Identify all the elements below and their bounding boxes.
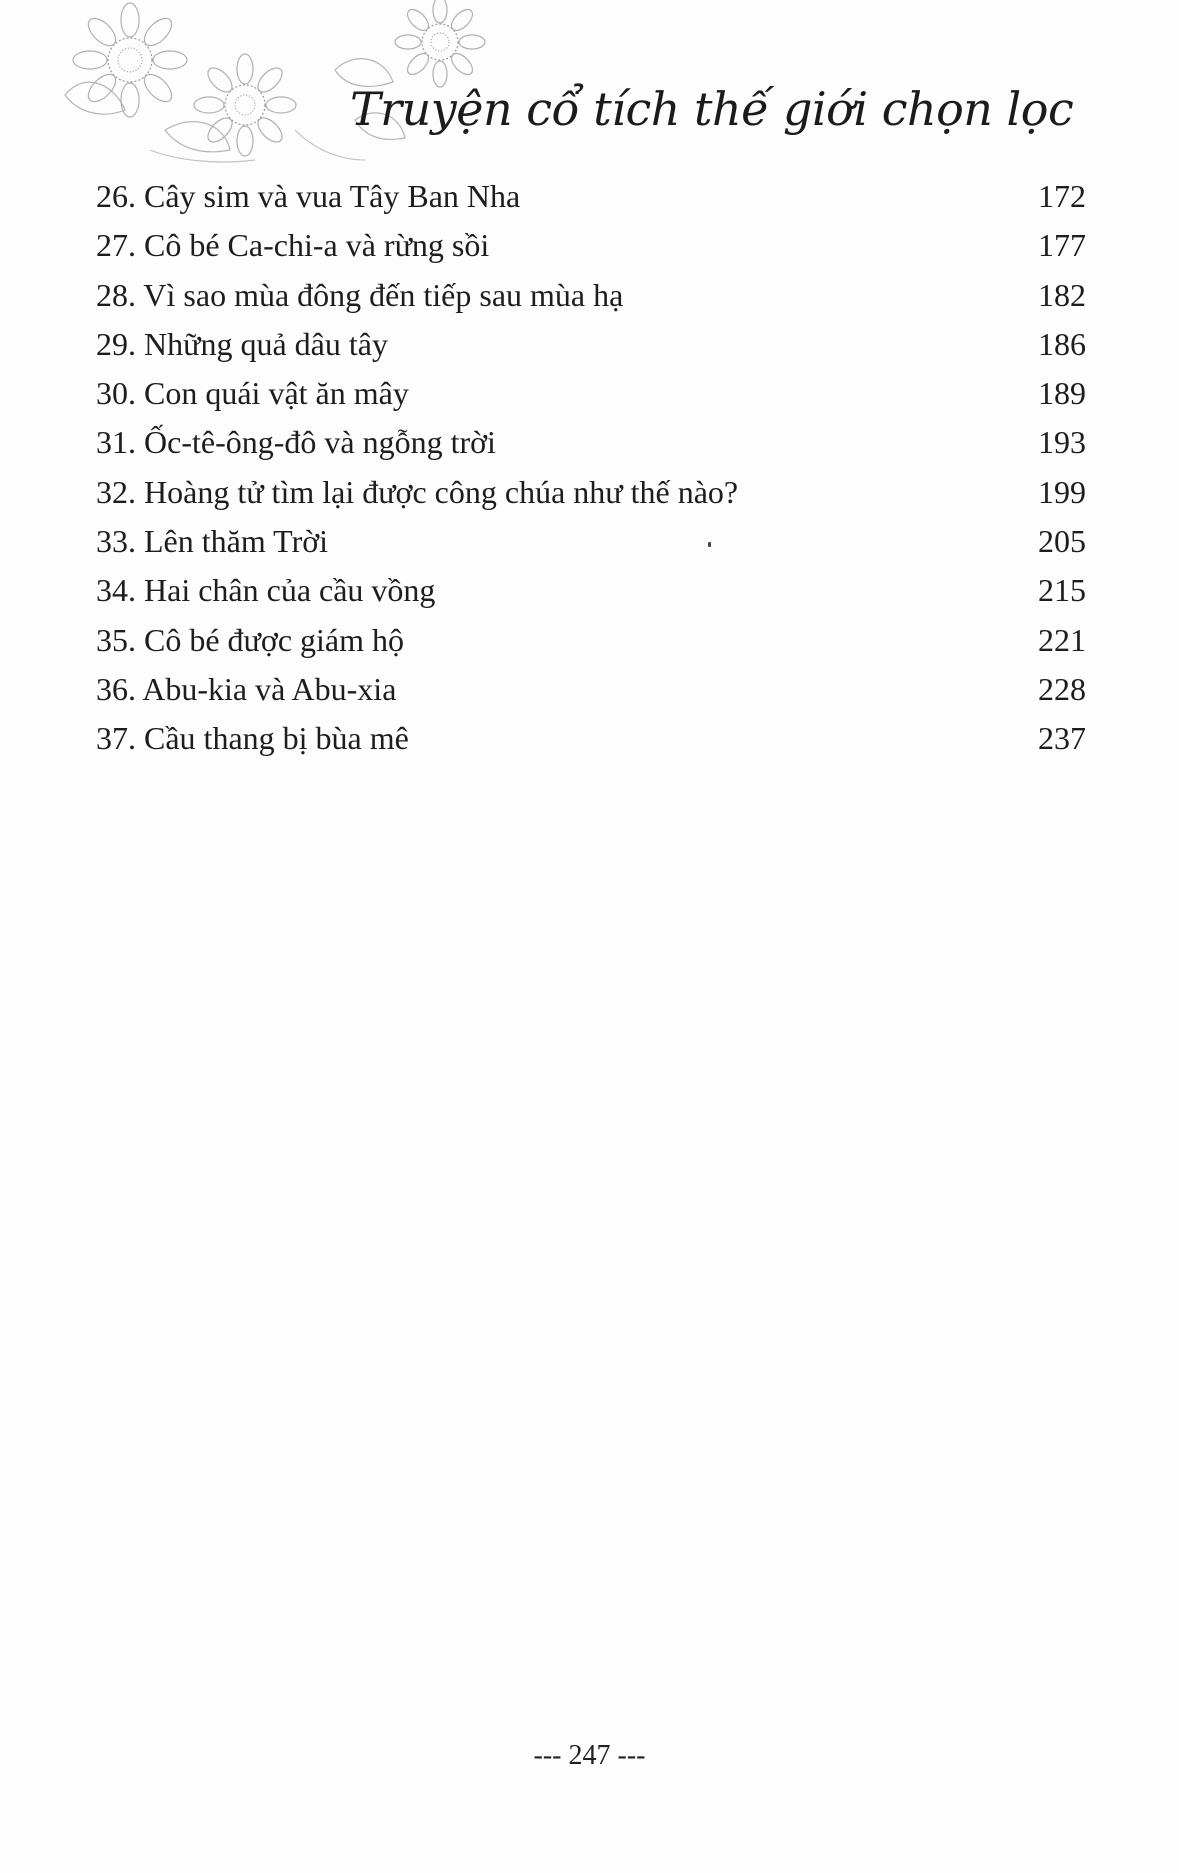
toc-entry-title: 26. Cây sim và vua Tây Ban Nha [96,178,521,214]
toc-entry-page: 193 [1038,424,1086,461]
scan-speck [708,542,711,547]
toc-entry-title: 27. Cô bé Ca-chi-a và rừng sồi [96,227,490,264]
toc-entry-page: 205 [1038,523,1086,560]
toc-entry[interactable] [96,369,1086,418]
toc-entry[interactable] [96,320,1086,369]
toc-entry-title: 35. Cô bé được giám hộ [96,621,404,658]
toc-entry-title: 36. Abu-kia và Abu-xia [96,670,397,707]
running-title: Truyện cổ tích thế giới chọn lọc [350,82,1074,136]
toc-entry[interactable] [96,517,1086,566]
toc-entry-title: 30. Con quái vật ăn mây [96,375,409,412]
toc-entry-title: 34. Hai chân của cầu vồng [96,572,436,609]
toc-entry-page: 186 [1038,325,1086,362]
page-number: --- 247 --- [533,1740,646,1771]
toc-entry-title: 32. Hoàng tử tìm lại được công chúa như thế nào? [96,473,739,510]
toc-entry[interactable] [96,616,1086,665]
toc-entry[interactable] [96,418,1086,467]
toc-entry-page: 189 [1038,375,1086,412]
toc-entry[interactable] [96,468,1086,517]
toc-entry-title: 31. Ốc-tê-ông-đô và ngỗng trời [96,424,496,461]
toc-entry-page: 237 [1038,720,1086,757]
toc-entry[interactable] [96,665,1086,714]
toc-entry-page: 177 [1038,227,1086,264]
table-of-contents [96,172,1086,764]
toc-entry[interactable] [96,714,1086,763]
toc-entry-page: 199 [1038,473,1086,510]
toc-entry-title: 37. Cầu thang bị bùa mê [96,720,409,757]
toc-entry-title: 33. Lên thăm Trời [96,523,329,560]
toc-entry[interactable] [96,271,1086,320]
toc-entry-title: 28. Vì sao mùa đông đến tiếp sau mùa hạ [96,276,624,313]
toc-entry[interactable] [96,221,1086,270]
toc-entry-page: 182 [1038,276,1086,313]
toc-entry-page: 215 [1038,572,1086,609]
toc-entry[interactable] [96,172,1086,221]
toc-entry-title: 29. Những quả dâu tây [96,325,388,362]
toc-entry-page: 221 [1038,621,1086,658]
toc-entry[interactable] [96,566,1086,615]
toc-entry-page: 228 [1038,670,1086,707]
toc-entry-page: 172 [1038,178,1086,214]
